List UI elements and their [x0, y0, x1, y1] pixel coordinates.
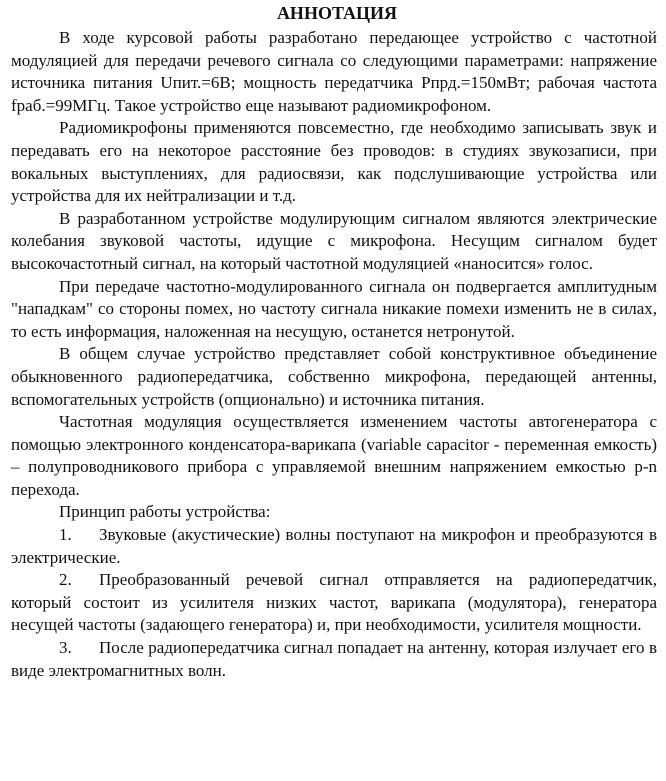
page-title: АННОТАЦИЯ	[276, 3, 398, 23]
paragraph-intro: В ходе курсовой работы разработано передающее устройство с частотной модуляцией для передачи речевого сигнала со следующими параметрами: напряжение источника питания Uпит.=6В; мощность передатчика Рпрд.=150мВт; рабочая частота fраб.=99МГц. Такое устройство еще называют радиомикрофоном.	[11, 28, 657, 115]
paragraph-applications: Радиомикрофоны применяются повсеместно, где необходимо записывать звук и передавать его на некоторое расстояние без проводов: в студиях звукозаписи, при вокальных выступлениях, для радиосвязи, как подслушивающие устройства или устройства для их нейтрализации и т.д.	[11, 118, 657, 206]
paragraph-signals: В разработанном устройстве модулирующим сигналом являются электрические колебания звуковой частоты, идущие с микрофона. Несущим сигналом будет высокочастотный сигнал, на который частотной модуляцией «наносится» голос.	[11, 208, 657, 273]
list-item-text: Звуковые (акустические) волны поступают на микрофон и преобразуются в электрические.	[11, 525, 657, 567]
paragraph-noise: При передаче частотно-модулированного сигнала он подвергается амплитудным "нападкам" со стороны помех, но частоту сигнала никакие помехи изменить не в силах, то есть информация, наложенная на несущую, останется нетронутой.	[11, 276, 657, 341]
list-item-number: 3.	[59, 638, 72, 658]
document-page	[11, 2, 657, 682]
list-item-number: 1.	[59, 525, 72, 545]
list-item-text: Преобразованный речевой сигнал отправляется на радиопередатчик, который состоит из усилителя низких частот, варикапа (модулятора), генератора несущей частоты (задающего генератора) и, при необходимости, усилителя мощности.	[11, 570, 657, 635]
list-item	[11, 637, 657, 682]
paragraph-composition: В общем случае устройство представляет собой конструктивное объединение обыкновенного радиопередатчика, собственно микрофона, передающей антенны, вспомогательных устройств (опционально) и источника питания.	[11, 344, 657, 409]
paragraph-modulation: Частотная модуляция осуществляется изменением частоты автогенератора с помощью электронного конденсатора-варикапа (variable capacitor - переменная емкость) – полупроводникового прибора с управляемой внешним напряжением емкостью p-n перехода.	[11, 412, 657, 499]
list-item-text: После радиопередатчика сигнал попадает на антенну, которая излучает его в виде электромагнитных волн.	[11, 638, 657, 680]
list-item	[11, 569, 657, 637]
list-item-number: 2.	[59, 570, 72, 590]
list-item	[11, 524, 657, 569]
paragraph-principle-heading: Принцип работы устройства:	[59, 502, 271, 522]
